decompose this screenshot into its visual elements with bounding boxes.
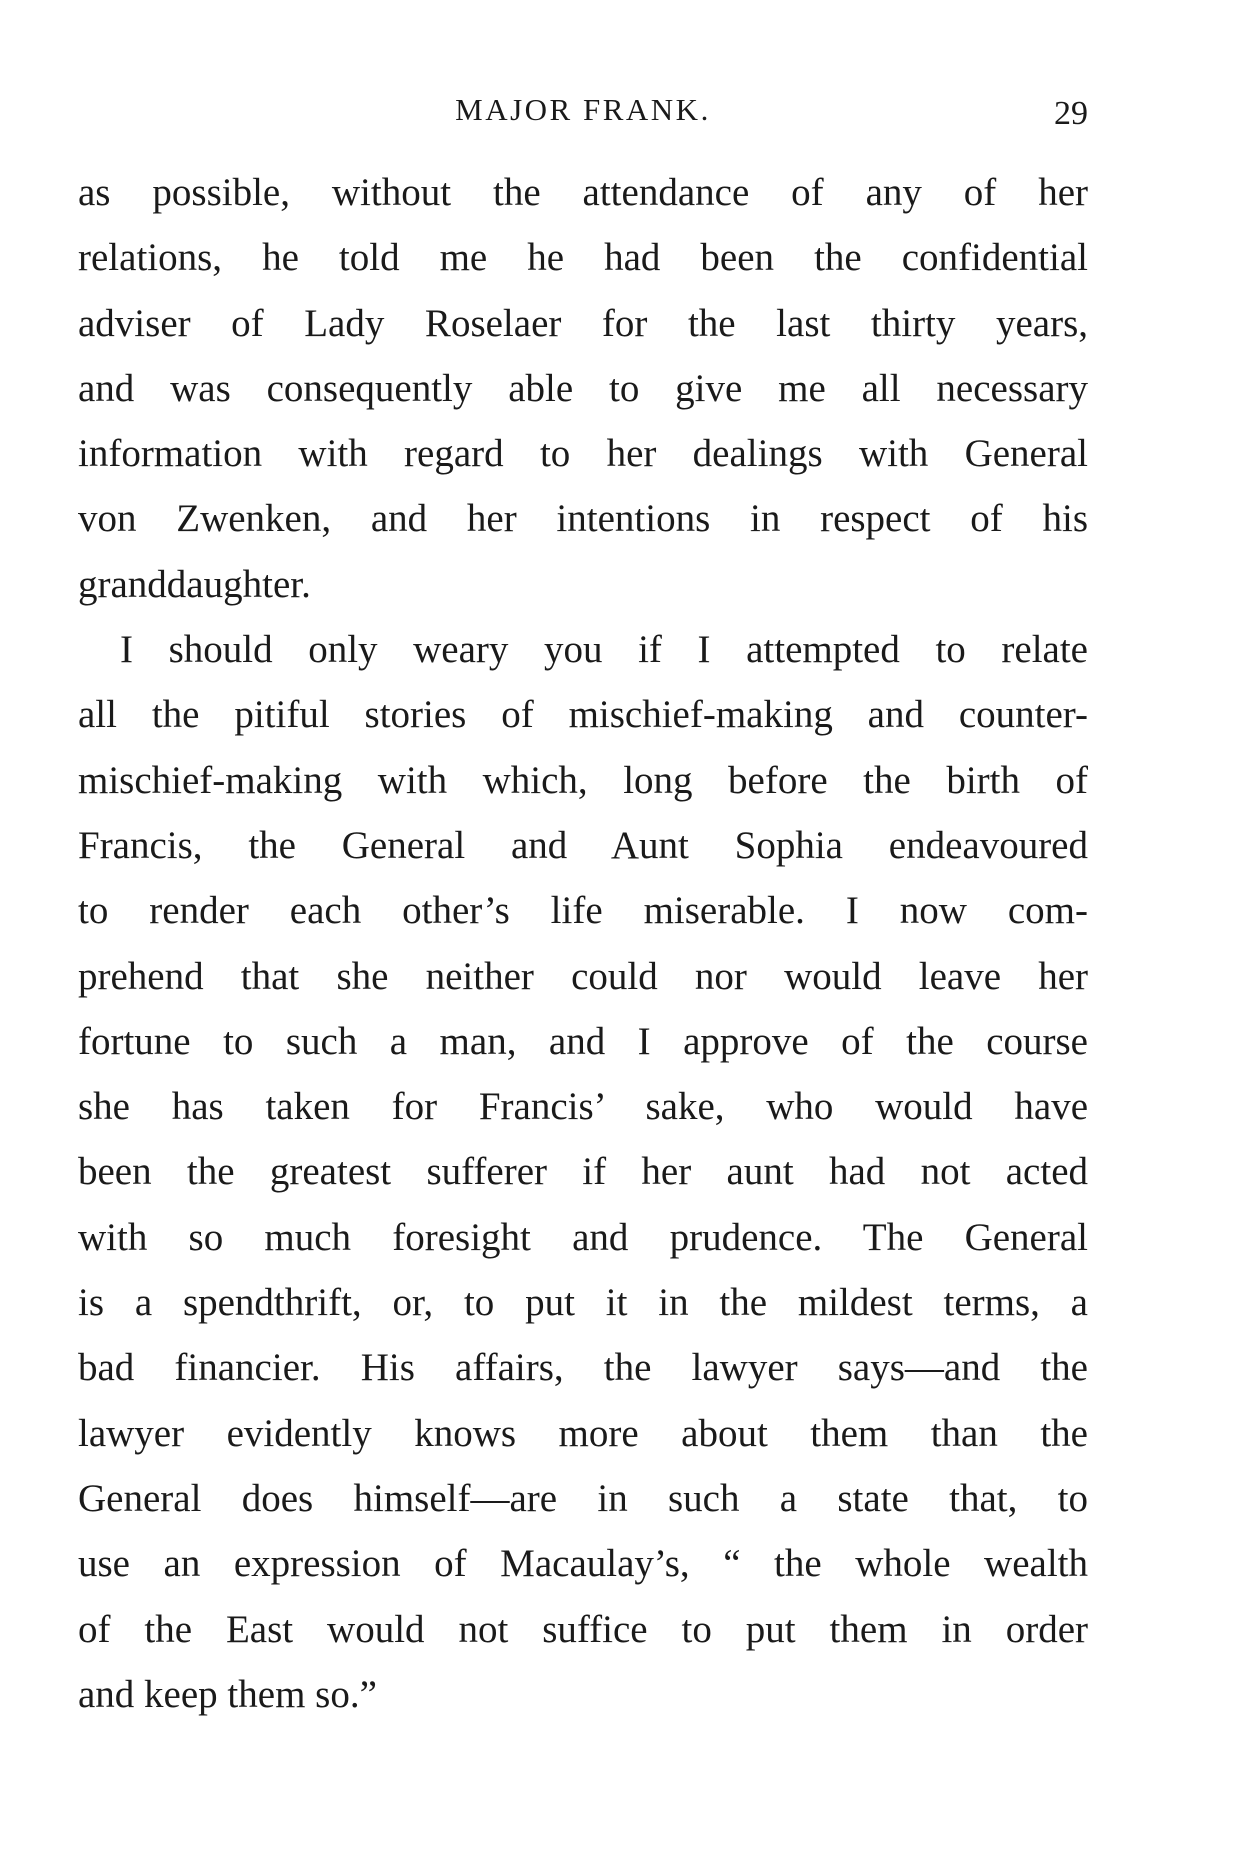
text-line: fortune to such a man, and I approve of the course — [78, 1019, 1088, 1063]
page-header — [78, 90, 1088, 140]
text-line: of the East would not suffice to put them in order — [78, 1607, 1088, 1651]
text-line: von Zwenken, and her intentions in respect of his — [78, 497, 1088, 541]
text-line: Francis, the General and Aunt Sophia endeavoured — [78, 823, 1088, 867]
paragraph — [78, 160, 1088, 617]
text-line: granddaughter. — [78, 562, 311, 606]
text-line: and keep them so.” — [78, 1672, 377, 1716]
body-text — [78, 160, 1088, 1727]
text-line: and was consequently able to give me all necessary — [78, 366, 1088, 410]
text-line: use an expression of Macaulay’s, “ the whole wealth — [78, 1542, 1088, 1586]
text-line: with so much foresight and prudence. The General — [78, 1215, 1088, 1259]
text-line: prehend that she neither could nor would leave her — [78, 954, 1088, 998]
text-line: mischief-making with which, long before the birth of — [78, 758, 1088, 802]
text-line: all the pitiful stories of mischief-making and counter- — [78, 693, 1088, 737]
text-line: I should only weary you if I attempted to relate — [120, 628, 1088, 672]
text-line: she has taken for Francis’ sake, who would have — [78, 1085, 1088, 1129]
text-line: General does himself—are in such a state that, to — [78, 1476, 1088, 1520]
text-line: adviser of Lady Roselaer for the last thirty years, — [78, 301, 1088, 345]
text-line: information with regard to her dealings with General — [78, 432, 1088, 476]
text-line: been the greatest sufferer if her aunt had not acted — [78, 1150, 1088, 1194]
text-line: lawyer evidently knows more about them than the — [78, 1411, 1088, 1455]
text-line: as possible, without the attendance of any of her — [78, 171, 1088, 214]
text-line: bad financier. His affairs, the lawyer says—and the — [78, 1346, 1088, 1390]
paragraph — [78, 617, 1088, 1727]
running-title: MAJOR FRANK. — [455, 92, 711, 127]
text-line: is a spendthrift, or, to put it in the mildest terms, a — [78, 1281, 1088, 1325]
text-line: relations, he told me he had been the confidential — [78, 236, 1088, 280]
text-line: to render each other’s life miserable. I now com- — [78, 889, 1088, 933]
page-number: 29 — [1054, 95, 1088, 132]
